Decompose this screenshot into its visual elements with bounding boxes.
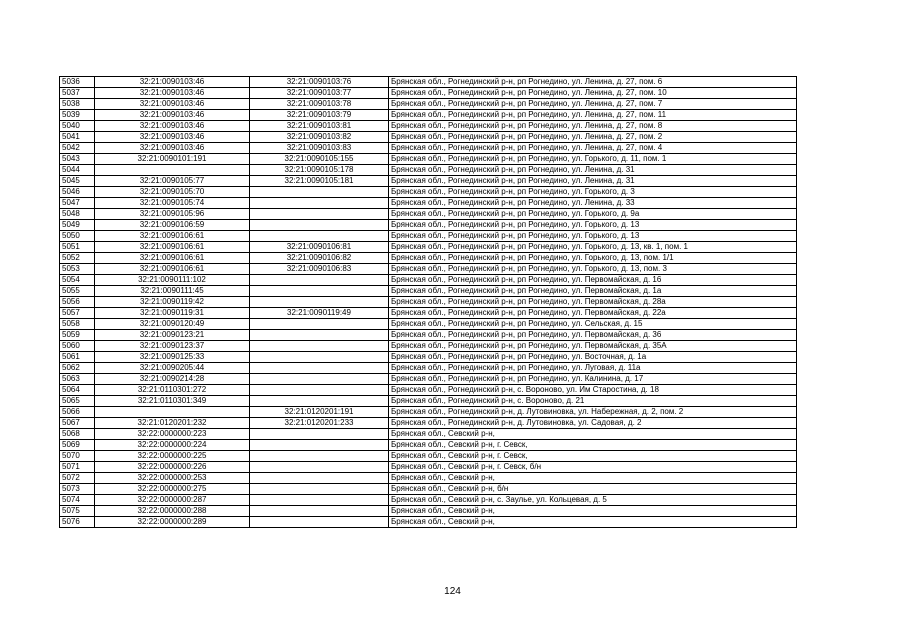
- table-row: [60, 429, 797, 440]
- table-row: [60, 165, 797, 176]
- cadastral-number-cell: 32:22:0000000:289: [95, 517, 250, 528]
- row-number-cell: 5059: [60, 330, 95, 341]
- table-row: [60, 363, 797, 374]
- row-number-cell: 5063: [60, 374, 95, 385]
- linked-cadastral-number-cell: 32:21:0090106:81: [250, 242, 389, 253]
- cadastral-number-cell: 32:22:0000000:225: [95, 451, 250, 462]
- row-number-cell: 5040: [60, 121, 95, 132]
- cadastral-number-cell: 32:21:0110301:349: [95, 396, 250, 407]
- row-number-cell: 5062: [60, 363, 95, 374]
- linked-cadastral-number-cell: [250, 396, 389, 407]
- address-cell: Брянская обл., Рогнединский р-н, рп Рогнедино, ул. Горького, д. 13, кв. 1, пом. 1: [389, 242, 797, 253]
- table-row: [60, 99, 797, 110]
- row-number-cell: 5068: [60, 429, 95, 440]
- linked-cadastral-number-cell: 32:21:0090103:79: [250, 110, 389, 121]
- cadastral-number-cell: 32:22:0000000:253: [95, 473, 250, 484]
- linked-cadastral-number-cell: 32:21:0090103:81: [250, 121, 389, 132]
- linked-cadastral-number-cell: [250, 330, 389, 341]
- cadastral-number-cell: 32:21:0090103:46: [95, 110, 250, 121]
- cadastral-number-cell: 32:21:0090120:49: [95, 319, 250, 330]
- table-row: [60, 121, 797, 132]
- table-row: [60, 286, 797, 297]
- row-number-cell: 5065: [60, 396, 95, 407]
- linked-cadastral-number-cell: [250, 363, 389, 374]
- table-row: [60, 473, 797, 484]
- table-row: [60, 77, 797, 88]
- cadastral-number-cell: 32:21:0090106:61: [95, 231, 250, 242]
- table-row: [60, 209, 797, 220]
- linked-cadastral-number-cell: 32:21:0090105:155: [250, 154, 389, 165]
- row-number-cell: 5039: [60, 110, 95, 121]
- address-cell: Брянская обл., Севский р-н,: [389, 429, 797, 440]
- table-row: [60, 440, 797, 451]
- linked-cadastral-number-cell: 32:21:0090103:83: [250, 143, 389, 154]
- cadastral-number-cell: 32:21:0090101:191: [95, 154, 250, 165]
- address-cell: Брянская обл., Рогнединский р-н, рп Рогнедино, ул. Ленина, д. 31: [389, 176, 797, 187]
- page-number: 124: [444, 586, 461, 597]
- cadastral-number-cell: [95, 165, 250, 176]
- table-row: [60, 517, 797, 528]
- row-number-cell: 5045: [60, 176, 95, 187]
- address-cell: Брянская обл., Рогнединский р-н, д. Лутовиновка, ул. Садовая, д. 2: [389, 418, 797, 429]
- linked-cadastral-number-cell: [250, 484, 389, 495]
- cadastral-number-cell: 32:21:0090111:45: [95, 286, 250, 297]
- table-row: [60, 506, 797, 517]
- row-number-cell: 5043: [60, 154, 95, 165]
- address-cell: Брянская обл., Рогнединский р-н, д. Лутовиновка, ул. Набережная, д. 2, пом. 2: [389, 407, 797, 418]
- linked-cadastral-number-cell: [250, 385, 389, 396]
- cadastral-number-cell: 32:21:0090205:44: [95, 363, 250, 374]
- address-cell: Брянская обл., Рогнединский р-н, рп Рогнедино, ул. Горького, д. 13: [389, 220, 797, 231]
- address-cell: Брянская обл., Севский р-н, г. Севск, б/н: [389, 462, 797, 473]
- row-number-cell: 5050: [60, 231, 95, 242]
- row-number-cell: 5046: [60, 187, 95, 198]
- linked-cadastral-number-cell: [250, 462, 389, 473]
- table-row: [60, 352, 797, 363]
- row-number-cell: 5076: [60, 517, 95, 528]
- row-number-cell: 5058: [60, 319, 95, 330]
- cadastral-number-cell: 32:21:0090105:96: [95, 209, 250, 220]
- address-cell: Брянская обл., Севский р-н, с. Заулье, ул. Кольцевая, д. 5: [389, 495, 797, 506]
- row-number-cell: 5071: [60, 462, 95, 473]
- cadastral-number-cell: 32:21:0090123:37: [95, 341, 250, 352]
- row-number-cell: 5051: [60, 242, 95, 253]
- row-number-cell: 5067: [60, 418, 95, 429]
- cadastral-number-cell: 32:21:0090103:46: [95, 132, 250, 143]
- address-cell: Брянская обл., Рогнединский р-н, рп Рогнедино, ул. Ленина, д. 31: [389, 165, 797, 176]
- table-row: [60, 253, 797, 264]
- row-number-cell: 5061: [60, 352, 95, 363]
- cadastral-number-cell: 32:21:0120201:232: [95, 418, 250, 429]
- row-number-cell: 5057: [60, 308, 95, 319]
- address-cell: Брянская обл., Рогнединский р-н, рп Рогнедино, ул. Луговая, д. 11а: [389, 363, 797, 374]
- row-number-cell: 5074: [60, 495, 95, 506]
- table-row: [60, 396, 797, 407]
- address-cell: Брянская обл., Рогнединский р-н, рп Рогнедино, ул. Горького, д. 13, пом. 3: [389, 264, 797, 275]
- cadastral-number-cell: 32:22:0000000:224: [95, 440, 250, 451]
- table-row: [60, 275, 797, 286]
- address-cell: Брянская обл., Севский р-н, г. Севск,: [389, 440, 797, 451]
- row-number-cell: 5060: [60, 341, 95, 352]
- table-row: [60, 418, 797, 429]
- linked-cadastral-number-cell: 32:21:0090119:49: [250, 308, 389, 319]
- address-cell: Брянская обл., Рогнединский р-н, рп Рогнедино, ул. Восточная, д. 1а: [389, 352, 797, 363]
- row-number-cell: 5041: [60, 132, 95, 143]
- address-cell: Брянская обл., Севский р-н,: [389, 473, 797, 484]
- table-body: [60, 77, 797, 528]
- table-row: [60, 264, 797, 275]
- row-number-cell: 5049: [60, 220, 95, 231]
- cadastral-table: [59, 76, 797, 528]
- table-row: [60, 220, 797, 231]
- linked-cadastral-number-cell: [250, 451, 389, 462]
- row-number-cell: 5072: [60, 473, 95, 484]
- cadastral-number-cell: 32:21:0090103:46: [95, 99, 250, 110]
- address-cell: Брянская обл., Рогнединский р-н, рп Рогнедино, ул. Калинина, д. 17: [389, 374, 797, 385]
- address-cell: Брянская обл., Рогнединский р-н, рп Рогнедино, ул. Первомайская, д. 35А: [389, 341, 797, 352]
- address-cell: Брянская обл., Рогнединский р-н, рп Рогнедино, ул. Горького, д. 3: [389, 187, 797, 198]
- table-row: [60, 319, 797, 330]
- address-cell: Брянская обл., Рогнединский р-н, рп Рогнедино, ул. Первомайская, д. 16: [389, 275, 797, 286]
- linked-cadastral-number-cell: [250, 187, 389, 198]
- table-row: [60, 110, 797, 121]
- row-number-cell: 5064: [60, 385, 95, 396]
- linked-cadastral-number-cell: [250, 220, 389, 231]
- row-number-cell: 5070: [60, 451, 95, 462]
- linked-cadastral-number-cell: 32:21:0090103:82: [250, 132, 389, 143]
- table-row: [60, 187, 797, 198]
- linked-cadastral-number-cell: 32:21:0090105:181: [250, 176, 389, 187]
- address-cell: Брянская обл., Рогнединский р-н, рп Рогнедино, ул. Ленина, д. 27, пом. 7: [389, 99, 797, 110]
- cadastral-number-cell: 32:21:0090119:42: [95, 297, 250, 308]
- address-cell: Брянская обл., Рогнединский р-н, с. Вороново, ул. Им Старостина, д. 18: [389, 385, 797, 396]
- linked-cadastral-number-cell: [250, 275, 389, 286]
- row-number-cell: 5044: [60, 165, 95, 176]
- address-cell: Брянская обл., Рогнединский р-н, рп Рогнедино, ул. Горького, д. 13: [389, 231, 797, 242]
- linked-cadastral-number-cell: 32:21:0090103:77: [250, 88, 389, 99]
- row-number-cell: 5048: [60, 209, 95, 220]
- table-row: [60, 154, 797, 165]
- linked-cadastral-number-cell: [250, 198, 389, 209]
- table-row: [60, 242, 797, 253]
- linked-cadastral-number-cell: [250, 297, 389, 308]
- address-cell: Брянская обл., Рогнединский р-н, рп Рогнедино, ул. Ленина, д. 27, пом. 11: [389, 110, 797, 121]
- address-cell: Брянская обл., Рогнединский р-н, рп Рогнедино, ул. Первомайская, д. 28а: [389, 297, 797, 308]
- table-row: [60, 176, 797, 187]
- row-number-cell: 5066: [60, 407, 95, 418]
- table-row: [60, 385, 797, 396]
- row-number-cell: 5052: [60, 253, 95, 264]
- address-cell: Брянская обл., Рогнединский р-н, рп Рогнедино, ул. Первомайская, д. 22а: [389, 308, 797, 319]
- address-cell: Брянская обл., Севский р-н, б/н: [389, 484, 797, 495]
- linked-cadastral-number-cell: [250, 319, 389, 330]
- address-cell: Брянская обл., Рогнединский р-н, рп Рогнедино, ул. Горького, д. 9а: [389, 209, 797, 220]
- row-number-cell: 5036: [60, 77, 95, 88]
- linked-cadastral-number-cell: [250, 341, 389, 352]
- cadastral-number-cell: 32:21:0090105:77: [95, 176, 250, 187]
- cadastral-number-cell: 32:21:0090125:33: [95, 352, 250, 363]
- cadastral-number-cell: 32:21:0090103:46: [95, 77, 250, 88]
- linked-cadastral-number-cell: 32:21:0120201:233: [250, 418, 389, 429]
- linked-cadastral-number-cell: 32:21:0090106:83: [250, 264, 389, 275]
- row-number-cell: 5038: [60, 99, 95, 110]
- linked-cadastral-number-cell: [250, 352, 389, 363]
- cadastral-number-cell: 32:21:0110301:272: [95, 385, 250, 396]
- cadastral-number-cell: 32:22:0000000:287: [95, 495, 250, 506]
- address-cell: Брянская обл., Рогнединский р-н, рп Рогнедино, ул. Первомайская, д. 36: [389, 330, 797, 341]
- address-cell: Брянская обл., Севский р-н,: [389, 506, 797, 517]
- table-row: [60, 495, 797, 506]
- linked-cadastral-number-cell: 32:21:0090103:76: [250, 77, 389, 88]
- address-cell: Брянская обл., Рогнединский р-н, рп Рогнедино, ул. Ленина, д. 27, пом. 10: [389, 88, 797, 99]
- address-cell: Брянская обл., Рогнединский р-н, рп Рогнедино, ул. Ленина, д. 33: [389, 198, 797, 209]
- row-number-cell: 5056: [60, 297, 95, 308]
- linked-cadastral-number-cell: 32:21:0090106:82: [250, 253, 389, 264]
- linked-cadastral-number-cell: [250, 473, 389, 484]
- cadastral-number-cell: 32:22:0000000:223: [95, 429, 250, 440]
- linked-cadastral-number-cell: [250, 495, 389, 506]
- cadastral-number-cell: 32:21:0090106:61: [95, 242, 250, 253]
- cadastral-number-cell: 32:21:0090106:61: [95, 264, 250, 275]
- cadastral-number-cell: 32:21:0090103:46: [95, 143, 250, 154]
- cadastral-number-cell: 32:21:0090106:61: [95, 253, 250, 264]
- address-cell: Брянская обл., Рогнединский р-н, рп Рогнедино, ул. Горького, д. 13, пом. 1/1: [389, 253, 797, 264]
- row-number-cell: 5054: [60, 275, 95, 286]
- linked-cadastral-number-cell: 32:21:0090105:178: [250, 165, 389, 176]
- cadastral-number-cell: 32:21:0090119:31: [95, 308, 250, 319]
- cadastral-number-cell: [95, 407, 250, 418]
- row-number-cell: 5042: [60, 143, 95, 154]
- table-row: [60, 462, 797, 473]
- row-number-cell: 5047: [60, 198, 95, 209]
- table-row: [60, 330, 797, 341]
- linked-cadastral-number-cell: [250, 517, 389, 528]
- cadastral-number-cell: 32:21:0090214:28: [95, 374, 250, 385]
- address-cell: Брянская обл., Рогнединский р-н, рп Рогнедино, ул. Первомайская, д. 1а: [389, 286, 797, 297]
- address-cell: Брянская обл., Рогнединский р-н, рп Рогнедино, ул. Горького, д. 11, пом. 1: [389, 154, 797, 165]
- cadastral-number-cell: 32:21:0090103:46: [95, 88, 250, 99]
- address-cell: Брянская обл., Рогнединский р-н, рп Рогнедино, ул. Ленина, д. 27, пом. 8: [389, 121, 797, 132]
- linked-cadastral-number-cell: [250, 429, 389, 440]
- table-row: [60, 341, 797, 352]
- address-cell: Брянская обл., Севский р-н,: [389, 517, 797, 528]
- cadastral-number-cell: 32:22:0000000:288: [95, 506, 250, 517]
- cadastral-number-cell: 32:21:0090103:46: [95, 121, 250, 132]
- linked-cadastral-number-cell: 32:21:0090103:78: [250, 99, 389, 110]
- address-cell: Брянская обл., Рогнединский р-н, рп Рогнедино, ул. Сельская, д. 15: [389, 319, 797, 330]
- cadastral-number-cell: 32:21:0090111:102: [95, 275, 250, 286]
- row-number-cell: 5053: [60, 264, 95, 275]
- linked-cadastral-number-cell: [250, 506, 389, 517]
- row-number-cell: 5073: [60, 484, 95, 495]
- table-row: [60, 407, 797, 418]
- linked-cadastral-number-cell: [250, 286, 389, 297]
- table-row: [60, 231, 797, 242]
- table-row: [60, 297, 797, 308]
- cadastral-number-cell: 32:22:0000000:226: [95, 462, 250, 473]
- linked-cadastral-number-cell: [250, 374, 389, 385]
- address-cell: Брянская обл., Севский р-н, г. Севск,: [389, 451, 797, 462]
- cadastral-number-cell: 32:22:0000000:275: [95, 484, 250, 495]
- address-cell: Брянская обл., Рогнединский р-н, рп Рогнедино, ул. Ленина, д. 27, пом. 4: [389, 143, 797, 154]
- linked-cadastral-number-cell: 32:21:0120201:191: [250, 407, 389, 418]
- row-number-cell: 5037: [60, 88, 95, 99]
- row-number-cell: 5069: [60, 440, 95, 451]
- linked-cadastral-number-cell: [250, 440, 389, 451]
- table-row: [60, 198, 797, 209]
- cadastral-number-cell: 32:21:0090105:70: [95, 187, 250, 198]
- linked-cadastral-number-cell: [250, 209, 389, 220]
- table-row: [60, 143, 797, 154]
- table-row: [60, 374, 797, 385]
- table-row: [60, 451, 797, 462]
- row-number-cell: 5075: [60, 506, 95, 517]
- cadastral-number-cell: 32:21:0090123:21: [95, 330, 250, 341]
- cadastral-number-cell: 32:21:0090106:59: [95, 220, 250, 231]
- address-cell: Брянская обл., Рогнединский р-н, рп Рогнедино, ул. Ленина, д. 27, пом. 2: [389, 132, 797, 143]
- cadastral-number-cell: 32:21:0090105:74: [95, 198, 250, 209]
- table-row: [60, 484, 797, 495]
- table-row: [60, 132, 797, 143]
- table-row: [60, 88, 797, 99]
- linked-cadastral-number-cell: [250, 231, 389, 242]
- row-number-cell: 5055: [60, 286, 95, 297]
- address-cell: Брянская обл., Рогнединский р-н, рп Рогнедино, ул. Ленина, д. 27, пом. 6: [389, 77, 797, 88]
- address-cell: Брянская обл., Рогнединский р-н, с. Вороново, д. 21: [389, 396, 797, 407]
- table-row: [60, 308, 797, 319]
